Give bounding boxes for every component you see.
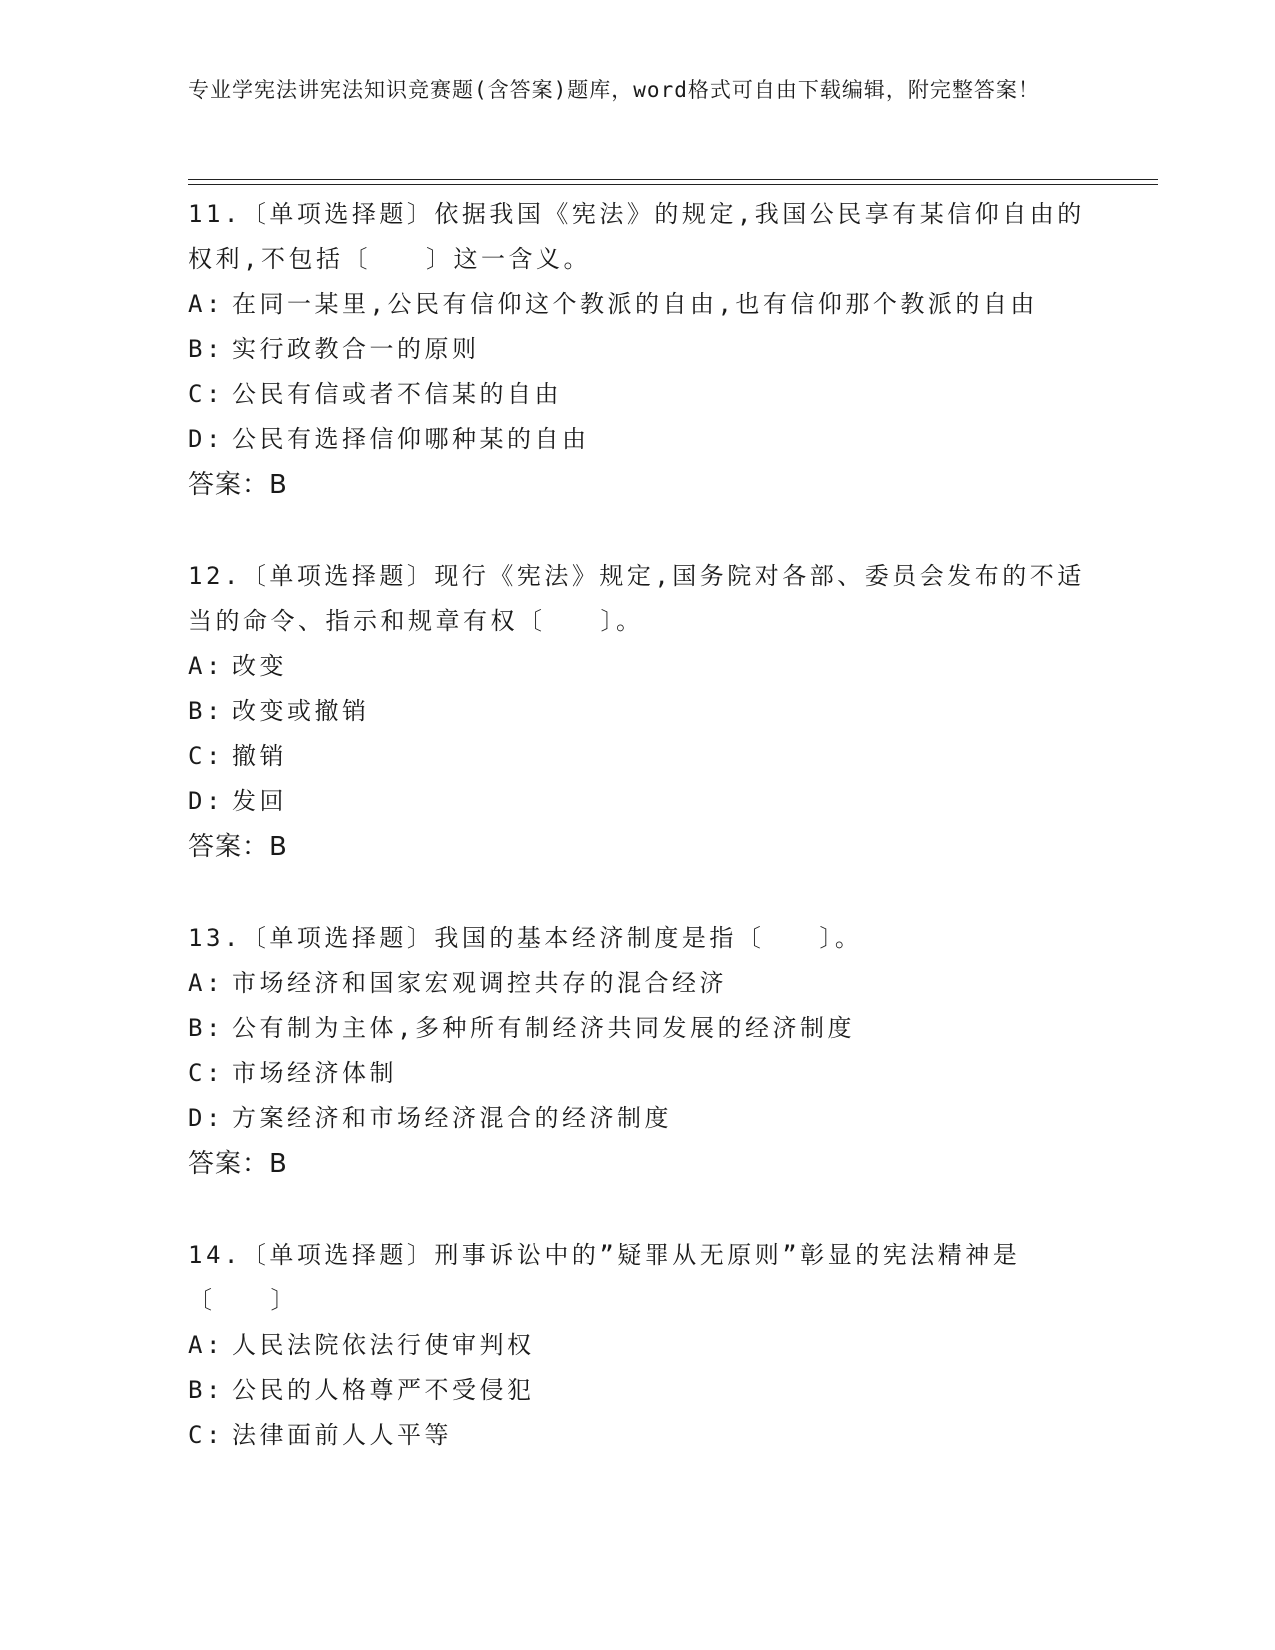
option-text: 市场经济体制 [232, 1059, 397, 1087]
option-c [188, 1051, 1088, 1096]
option-text: 公民有信或者不信某的自由 [232, 380, 562, 408]
question-12 [188, 554, 1088, 870]
option-b [188, 1006, 1088, 1051]
option-letter: C: [188, 1059, 224, 1087]
option-text: 方案经济和市场经济混合的经济制度 [232, 1104, 672, 1132]
option-d [188, 417, 1088, 462]
option-letter: B: [188, 1014, 224, 1042]
option-a [188, 961, 1088, 1006]
option-c [188, 372, 1088, 417]
option-text: 公民有选择信仰哪种某的自由 [232, 425, 590, 453]
document-header: 专业学宪法讲宪法知识竞赛题(含答案)题库，word格式可自由下载编辑，附完整答案！ [188, 78, 1040, 102]
option-b [188, 1368, 1088, 1413]
option-letter: A: [188, 652, 224, 680]
answer: 答案：B [188, 1149, 288, 1179]
question-stem: 13.〔单项选择题〕我国的基本经济制度是指〔 〕。 [188, 924, 863, 952]
option-text: 公民的人格尊严不受侵犯 [232, 1376, 535, 1404]
option-b [188, 689, 1088, 734]
option-text: 法律面前人人平等 [232, 1421, 452, 1449]
option-letter: B: [188, 697, 224, 725]
header-rule-top [188, 179, 1158, 180]
question-14 [188, 1233, 1088, 1458]
option-d [188, 779, 1088, 824]
option-letter: C: [188, 742, 224, 770]
answer: 答案：B [188, 832, 288, 862]
option-c [188, 734, 1088, 779]
option-text: 改变或撤销 [232, 697, 370, 725]
option-letter: B: [188, 1376, 224, 1404]
option-a [188, 644, 1088, 689]
option-letter: B: [188, 335, 224, 363]
option-a [188, 282, 1088, 327]
option-text: 人民法院依法行使审判权 [232, 1331, 535, 1359]
option-text: 发回 [232, 787, 287, 815]
option-text: 实行政教合一的原则 [232, 335, 480, 363]
option-letter: C: [188, 1421, 224, 1449]
option-text: 撤销 [232, 742, 287, 770]
option-text: 市场经济和国家宏观调控共存的混合经济 [232, 969, 727, 997]
option-b [188, 327, 1088, 372]
option-letter: A: [188, 1331, 224, 1359]
question-13 [188, 916, 1088, 1187]
answer: 答案：B [188, 470, 288, 500]
option-letter: A: [188, 969, 224, 997]
option-letter: C: [188, 380, 224, 408]
option-c [188, 1413, 1088, 1458]
question-11 [188, 192, 1088, 508]
option-letter: A: [188, 290, 224, 318]
option-letter: D: [188, 787, 224, 815]
option-d [188, 1096, 1088, 1141]
option-text: 改变 [232, 652, 287, 680]
header-rule-bottom [188, 184, 1158, 185]
option-letter: D: [188, 1104, 224, 1132]
option-a [188, 1323, 1088, 1368]
question-stem: 11.〔单项选择题〕依据我国《宪法》的规定,我国公民享有某信仰自由的权利,不包括〔 〕这一含义。 [188, 200, 1085, 273]
option-letter: D: [188, 425, 224, 453]
question-stem: 12.〔单项选择题〕现行《宪法》规定,国务院对各部、委员会发布的不适当的命令、指示和规章有权〔 〕。 [188, 562, 1085, 635]
option-text: 在同一某里,公民有信仰这个教派的自由,也有信仰那个教派的自由 [232, 290, 1038, 318]
option-text: 公有制为主体,多种所有制经济共同发展的经济制度 [232, 1014, 855, 1042]
question-list [188, 192, 1088, 1504]
question-stem: 14.〔单项选择题〕刑事诉讼中的”疑罪从无原则”彰显的宪法精神是〔 〕 [188, 1241, 1021, 1314]
